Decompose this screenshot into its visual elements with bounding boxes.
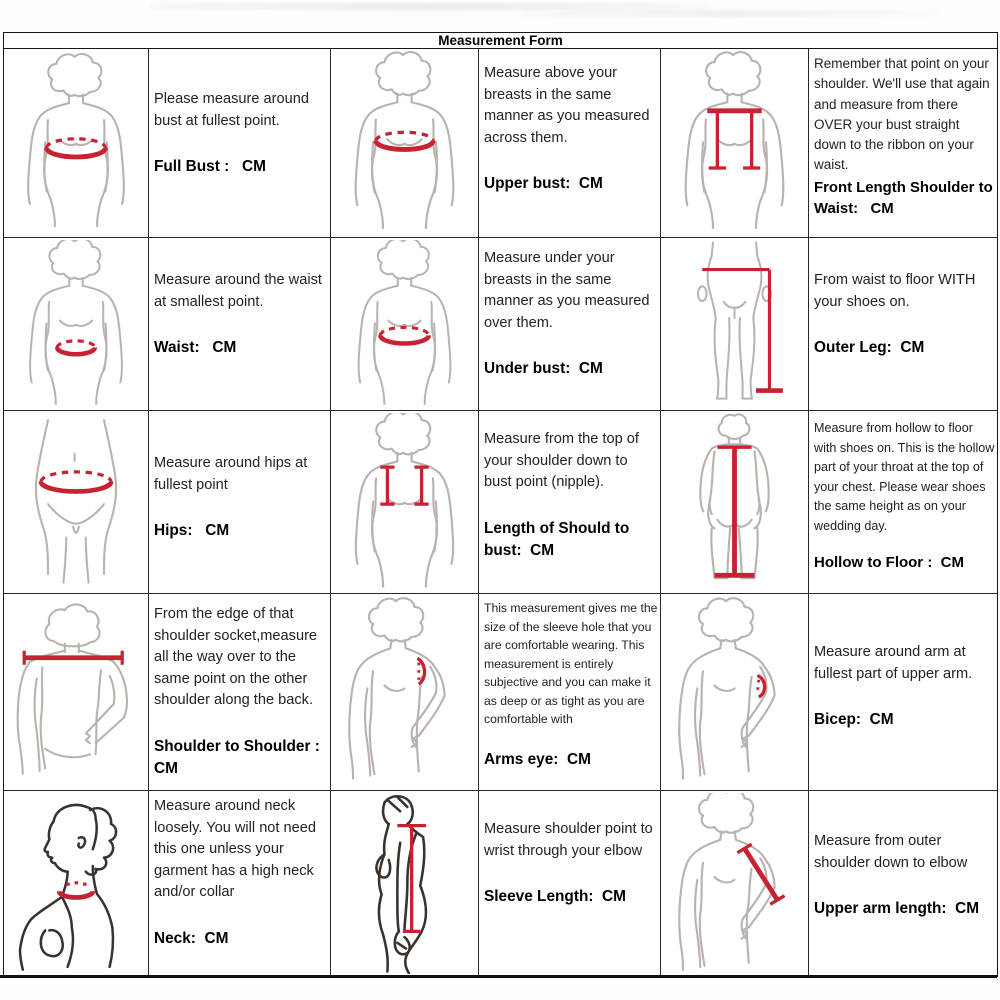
under-bust-figure	[333, 240, 476, 408]
outer-leg-figure	[663, 240, 806, 408]
figure-cell-shoulder-to-bust	[331, 411, 479, 594]
shoulder-to-bust-figure	[333, 413, 476, 591]
figure-cell-hips	[4, 411, 149, 594]
figure-cell-outer-leg	[661, 238, 809, 411]
sleeve-length-figure	[333, 793, 476, 974]
scan-artifact	[150, 3, 710, 10]
figure-cell-under-bust	[331, 238, 479, 411]
instruction-cell-hollow-to-floor	[809, 411, 997, 594]
instruction-text: Measure around neck loosely. You will not need this one unless your garment has a high neck and/or collar	[154, 798, 316, 901]
instruction-text: Measure around hips at fullest point	[154, 455, 308, 493]
instruction-cell-waist	[149, 238, 331, 411]
figure-cell-bicep	[661, 594, 809, 791]
instruction-text: Measure from hollow to floor with shoes on. This is the hollow part of your throat at the top of your chest. Please wear shoes the same height as on your wedding day.	[814, 421, 995, 533]
measurement-label: Waist: CM	[154, 339, 237, 357]
instruction-cell-outer-leg	[809, 238, 997, 411]
instruction-cell-shoulder-to-bust	[479, 411, 661, 594]
figure-cell-hollow-to-floor	[661, 411, 809, 594]
instruction-cell-arms-eye	[479, 594, 661, 791]
measurement-label: Front Length Shoulder to Waist: CM	[814, 179, 997, 217]
measurement-label: Upper bust: CM	[484, 175, 603, 193]
measurement-label: Hips: CM	[154, 522, 230, 540]
measurement-label: Under bust: CM	[484, 360, 603, 378]
instruction-text: This measurement gives me the size of the sleeve hole that you are comfortable wearing. This measurement is entirely subjective and you can make it as deep or as tight as you are comfortable with	[484, 601, 658, 727]
instruction-text: Remember that point on your shoulder. We'll use that again and measure from there OVER your bust straight down to the ribbon on your waist.	[814, 56, 990, 173]
shoulder-to-shoulder-figure	[6, 596, 146, 788]
upper-arm-length-figure	[663, 793, 806, 974]
measurement-label: Hollow to Floor : CM	[814, 554, 964, 572]
measurement-label: Full Bust : CM	[154, 158, 266, 176]
figure-cell-arms-eye	[331, 594, 479, 791]
measurement-label: Arms eye: CM	[484, 750, 591, 768]
neck-figure	[6, 793, 146, 974]
figure-cell-sleeve-length	[331, 791, 479, 976]
bicep-figure	[663, 596, 806, 788]
instruction-text: Measure from the top of your shoulder down to bust point (nipple).	[484, 431, 639, 491]
measurement-label: Length of Should to bust: CM	[484, 519, 634, 559]
instruction-cell-neck	[149, 791, 331, 976]
measurement-label: Upper arm length: CM	[814, 900, 980, 918]
scan-artifact	[520, 10, 940, 17]
instruction-cell-upper-arm-length	[809, 791, 997, 976]
instruction-text: From waist to floor WITH your shoes on.	[814, 272, 976, 310]
figure-cell-waist	[4, 238, 149, 411]
instruction-cell-hips	[149, 411, 331, 594]
figure-cell-shoulder-to-shoulder	[4, 594, 149, 791]
instruction-cell-full-bust	[149, 49, 331, 238]
instruction-text: Please measure around bust at fullest point.	[154, 91, 309, 129]
instruction-cell-bicep	[809, 594, 997, 791]
instruction-text: Measure from outer shoulder down to elbow	[814, 833, 968, 871]
instruction-cell-sleeve-length	[479, 791, 661, 976]
upper-bust-figure	[333, 51, 476, 235]
figure-cell-front-length	[661, 49, 809, 238]
instruction-cell-front-length	[809, 49, 997, 238]
instruction-text: Measure shoulder point to wrist through your elbow	[484, 821, 653, 859]
hips-figure	[6, 413, 146, 591]
front-length-shoulder-to-waist-figure	[663, 51, 806, 235]
instruction-text: Measure above your breasts in the same manner as you measured across them.	[484, 65, 650, 146]
measurement-label: Neck: CM	[154, 929, 229, 947]
instruction-text: Measure around the waist at smallest point.	[154, 272, 322, 310]
measurement-form-table	[3, 32, 998, 977]
measurement-label: Sleeve Length: CM	[484, 888, 626, 906]
measurement-label: Bicep: CM	[814, 711, 894, 729]
measurement-label: Shoulder to Shoulder : CM	[154, 737, 325, 777]
measurement-label: Outer Leg: CM	[814, 339, 925, 357]
waist-figure	[6, 240, 146, 408]
table-bottom-border	[0, 975, 997, 978]
instruction-text: Measure under your breasts in the same manner as you measured over them.	[484, 250, 650, 331]
arms-eye-figure	[333, 596, 476, 788]
instruction-text: Measure around arm at fullest part of upper arm.	[814, 644, 973, 682]
instruction-text: From the edge of that shoulder socket,measure all the way over to the same point on the other shoulder along the back.	[154, 606, 318, 709]
instruction-cell-shoulder-to-shoulder	[149, 594, 331, 791]
figure-cell-upper-bust	[331, 49, 479, 238]
figure-cell-neck	[4, 791, 149, 976]
full-bust-figure	[6, 51, 146, 235]
instruction-cell-under-bust	[479, 238, 661, 411]
figure-cell-upper-arm-length	[661, 791, 809, 976]
figure-cell-full-bust	[4, 49, 149, 238]
instruction-cell-upper-bust	[479, 49, 661, 238]
page-title: Measurement Form	[4, 33, 997, 49]
hollow-to-floor-figure	[663, 413, 806, 591]
